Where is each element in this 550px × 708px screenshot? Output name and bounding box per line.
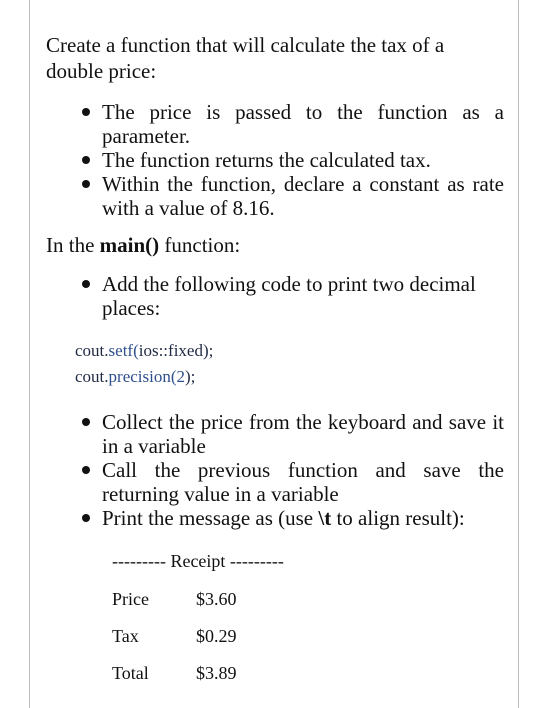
receipt-value: $3.60 [196, 589, 237, 609]
list-item-text: The function returns the calculated tax. [102, 148, 431, 172]
list-item-text-suffix: to align result): [331, 506, 465, 530]
list-item-text: Call the previous function and save the returning value in a variable [102, 458, 504, 506]
list-item [46, 506, 504, 530]
list-item-text: Within the function, declare a constant as rate with a value of 8.16. [102, 172, 504, 220]
code-line [75, 338, 504, 364]
function-requirements-list [46, 100, 504, 220]
list-item [46, 148, 504, 172]
main-function-heading [46, 232, 504, 258]
main-heading-bold: main() [99, 233, 160, 257]
list-item-text: Collect the price from the keyboard and save it in a variable [102, 410, 504, 458]
bullet-icon [82, 108, 90, 116]
bullet-icon [82, 156, 90, 164]
receipt-label: Price [112, 589, 149, 609]
main-heading-prefix: In the [46, 233, 100, 257]
receipt-value: $0.29 [196, 626, 237, 646]
assignment-content [46, 32, 504, 685]
receipt-row-tax [112, 624, 504, 648]
code-token: cout. [75, 341, 109, 360]
bullet-icon [82, 280, 90, 288]
code-snippet [75, 338, 504, 390]
receipt-title: --------- Receipt --------- [112, 551, 284, 571]
receipt-row-total [112, 661, 504, 685]
receipt-example [112, 548, 504, 685]
bullet-icon [82, 514, 90, 522]
code-token: 2 [176, 367, 186, 386]
list-item [46, 172, 504, 220]
list-item-text-prefix: Print the message as (use [102, 506, 319, 530]
list-item-text: Add the following code to print two decimal places: [102, 272, 476, 320]
list-item [46, 410, 504, 458]
bullet-icon [82, 418, 90, 426]
main-requirements-list [46, 272, 504, 320]
list-item [46, 100, 504, 148]
list-item [46, 272, 504, 320]
receipt-value: $3.89 [196, 663, 237, 683]
list-item-text: The price is passed to the function as a parameter. [102, 100, 504, 148]
receipt-row-price [112, 587, 504, 611]
tab-escape-bold: \t [318, 506, 332, 530]
bullet-icon [82, 466, 90, 474]
code-token: cout. [75, 367, 109, 386]
code-token: setf( [108, 341, 139, 360]
code-token: precision( [108, 367, 177, 386]
code-line [75, 364, 504, 390]
list-item [46, 458, 504, 506]
main-heading-suffix: function: [159, 233, 241, 257]
intro-text: Create a function that will calculate the tax of a double price: [46, 33, 445, 83]
code-token: ); [185, 367, 196, 386]
bullet-icon [82, 180, 90, 188]
receipt-label: Total [112, 663, 149, 683]
code-token: ios::fixed); [138, 341, 214, 360]
receipt-label: Tax [112, 626, 139, 646]
main-steps-list [46, 410, 504, 530]
